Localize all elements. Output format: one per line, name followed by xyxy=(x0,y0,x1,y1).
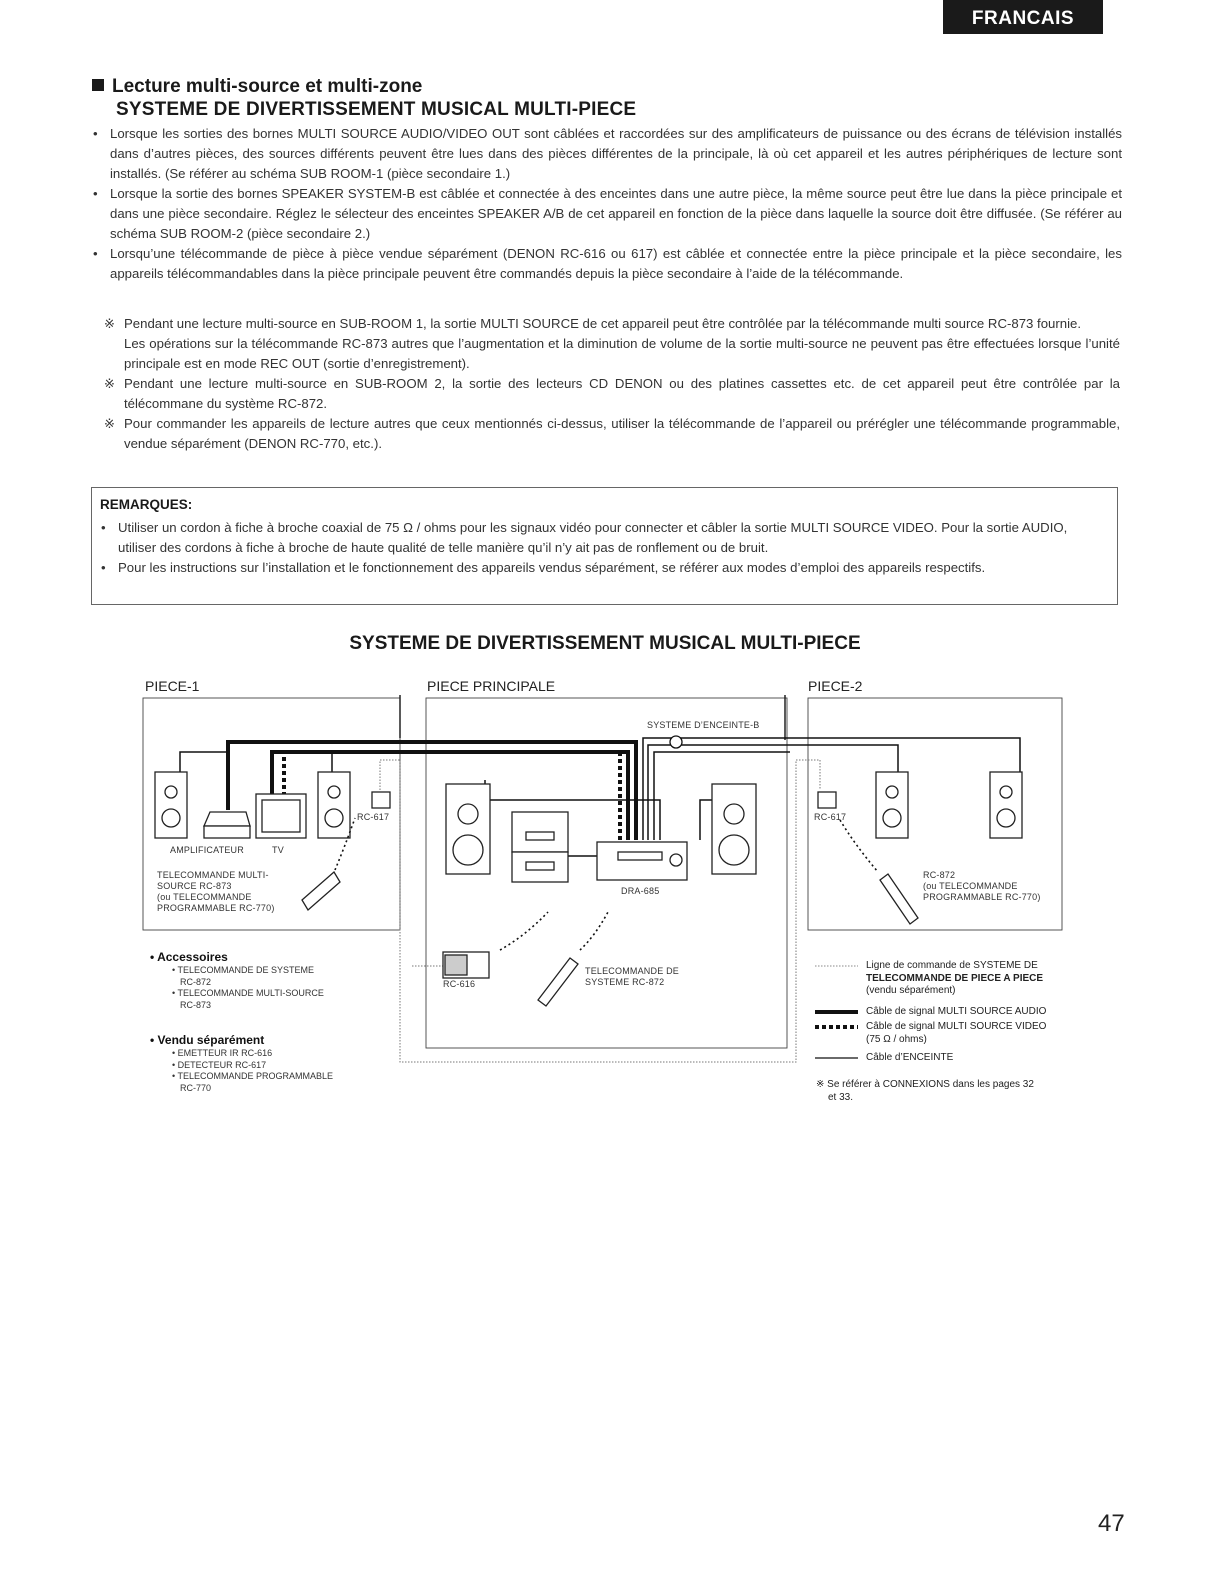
rc617-detector-right xyxy=(818,792,836,808)
legend-line: Câble de signal MULTI SOURCE AUDIO xyxy=(866,1006,1047,1017)
legend-line: Câble d’ENCEINTE xyxy=(866,1052,954,1063)
speaker-system-b-label: SYSTEME D’ENCEINTE-B xyxy=(647,720,760,730)
label-line: TELECOMMANDE DE xyxy=(585,966,680,976)
diagram-title: SYSTEME DE DIVERTISSEMENT MUSICAL MULTI-PIECE xyxy=(349,633,861,654)
zone-label-main: PIECE PRINCIPALE xyxy=(427,678,556,694)
legend-entry-speaker xyxy=(866,1052,953,1065)
tv-label: TV xyxy=(272,845,284,855)
room1-left-speaker xyxy=(155,772,187,838)
footnote-line: et 33. xyxy=(828,1091,854,1103)
page-number: 47 xyxy=(1098,1510,1125,1537)
legend-entry-video xyxy=(866,1021,1046,1046)
legend-line: (75 Ω / ohms) xyxy=(866,1033,927,1045)
label-line: PROGRAMMABLE RC-770) xyxy=(923,892,1041,902)
bullet-item: • Lorsque la sortie des bornes SPEAKER SYSTEM-B est câblée et connectée à des enceintes dans une autre pièce, la même source peut être lue dans la pièce principale et dans une pièce secondaire. Réglez le sélecteur des enceintes SPEAKER A/B de cet appareil en fonction de la pièce dans laquelle la source doit être diffusée. (Se référer au schéma SUB ROOM-2 (pièce secondaire 2.) xyxy=(92,184,1122,244)
label-line: (ou TELECOMMANDE xyxy=(923,881,1018,891)
note-paragraph: ※ Pour commander les appareils de lecture autres que ceux mentionnés ci-dessus, utiliser la télécommande de l’appareil ou prérégler une télécommande programmable, vendue séparément (DENON RC-770, etc.). xyxy=(124,416,1120,451)
remark-item: • Pour les instructions sur l’installation et le fonctionnement des appareils vendus séparément, se référer aux modes d’emploi des appareils respectifs. xyxy=(100,558,1105,578)
note-paragraph: ※ Pendant une lecture multi-source en SUB-ROOM 2, la sortie des lecteurs CD DENON ou des platines cassettes etc. de cet appareil peut être contrôlée par la télécommane du système RC-872. xyxy=(124,376,1120,411)
rc617-right-label: RC-617 xyxy=(814,812,847,822)
room1-right-speaker xyxy=(318,772,350,838)
rc872-room2-remote-icon xyxy=(880,874,918,924)
language-tab: FRANCAIS xyxy=(943,0,1103,34)
sold-item: • TELECOMMANDE PROGRAMMABLE xyxy=(172,1071,334,1081)
label-line: SYSTEME RC-872 xyxy=(585,977,665,987)
sold-item: • DETECTEUR RC-617 xyxy=(172,1059,267,1070)
sold-separately-list xyxy=(150,1033,333,1094)
note-paragraph: Les opérations sur la télécommande RC-873 autres que l’augmentation et la diminution de volume de la sortie multi-source ne peuvent pas être effectuées lorsque l’unité principale est en mode REC OUT (sortie d’enregistrement). xyxy=(124,336,1120,371)
bullet-item: • Lorsqu’une télécommande de pièce à pièce vendue séparément (DENON RC-616 ou 617) est câblée et connectée entre la pièce principale et la pièce secondaire, les appareils télécommandables dans la pièce principale peuvent être commandés depuis la pièce secondaire à l’aide de la télécommande. xyxy=(92,244,1122,284)
remote-multi-label xyxy=(157,870,275,914)
rc617-left-label: RC-617 xyxy=(357,812,390,822)
accessory-item: RC-873 xyxy=(180,999,212,1010)
legend-footnote xyxy=(816,1079,1034,1104)
rc616-label: RC-616 xyxy=(443,979,476,989)
rc873-remote-icon xyxy=(302,872,340,910)
receiver-label: DRA-685 xyxy=(621,886,660,896)
label-line: PROGRAMMABLE RC-770) xyxy=(157,903,275,913)
rc872-remote-icon xyxy=(538,958,578,1006)
room2-left-speaker xyxy=(876,772,908,838)
section-title-text: Lecture multi-source et multi-zone xyxy=(112,76,423,97)
zone-label-room1: PIECE-1 xyxy=(145,678,200,694)
legend-line: (vendu séparément) xyxy=(866,985,956,996)
remark-item: • Utiliser un cordon à fiche à broche coaxial de 75 Ω / ohms pour les signaux vidéo pour connecter et câbler la sortie MULTI SOURCE VIDEO. Pour la sortie AUDIO, utiliser des cordons à fiche à broche de haute qualité de telle manière qu’il n’y ait pas de ronflement ou de bruit. xyxy=(100,518,1105,558)
label-line: (ou TELECOMMANDE xyxy=(157,892,252,902)
legend-swatches xyxy=(815,966,858,1058)
legend-entry-audio xyxy=(866,1006,1046,1019)
zone-label-room2: PIECE-2 xyxy=(808,678,863,694)
rc872-room2-label xyxy=(923,870,1041,903)
legend-line: Ligne de commande de SYSTEME DE xyxy=(866,960,1038,971)
footnote-line: ※ Se référer à CONNEXIONS dans les pages 32 xyxy=(816,1079,1034,1090)
legend-line: TELECOMMANDE DE PIECE A PIECE xyxy=(866,972,1044,984)
accessory-item: • TELECOMMANDE MULTI-SOURCE xyxy=(172,988,324,998)
sold-separately-title: • Vendu séparément xyxy=(150,1033,265,1047)
sold-item: RC-770 xyxy=(180,1082,212,1093)
section-subtitle: SYSTEME DE DIVERTISSEMENT MUSICAL MULTI-PIECE xyxy=(116,99,637,120)
ir-signal-arrows xyxy=(335,818,878,950)
accessory-item: RC-872 xyxy=(180,976,212,987)
remote-system-label xyxy=(585,966,679,988)
accessories-list xyxy=(150,950,324,1011)
remarks-title: REMARQUES: xyxy=(100,497,193,512)
legend-line: Câble de signal MULTI SOURCE VIDEO xyxy=(866,1021,1047,1032)
accessories-title: • Accessoires xyxy=(150,950,228,964)
amplifier-icon xyxy=(204,812,250,826)
label-line: RC-872 xyxy=(923,870,956,880)
amplifier-label: AMPLIFICATEUR xyxy=(170,845,244,855)
room2-right-speaker xyxy=(990,772,1022,838)
note-paragraph: ※ Pendant une lecture multi-source en SUB-ROOM 1, la sortie MULTI SOURCE de cet appareil peut être contrôlée par la télécommande multi source RC-873 fournie. xyxy=(124,316,1082,331)
accessory-item: • TELECOMMANDE DE SYSTEME xyxy=(172,965,315,975)
label-line: SOURCE RC-873 xyxy=(157,881,232,891)
label-line: TELECOMMANDE MULTI- xyxy=(157,870,269,880)
rc617-detector-left xyxy=(372,792,390,808)
bullet-item: • Lorsque les sorties des bornes MULTI SOURCE AUDIO/VIDEO OUT sont câblées et raccordées sur des amplificateurs de puissance ou des écrans de télévision installés dans d’autres pièces, des sources différents peuvent être lues dans des pièces différentes de la principale, là où cet appareil et les autres périphériques de lecture sont installés. (Se référer au schéma SUB ROOM-1 (pièce secondaire 1.) xyxy=(92,124,1122,184)
legend-entry-control-line xyxy=(866,960,1043,998)
sold-item: • EMETTEUR IR RC-616 xyxy=(172,1048,273,1058)
